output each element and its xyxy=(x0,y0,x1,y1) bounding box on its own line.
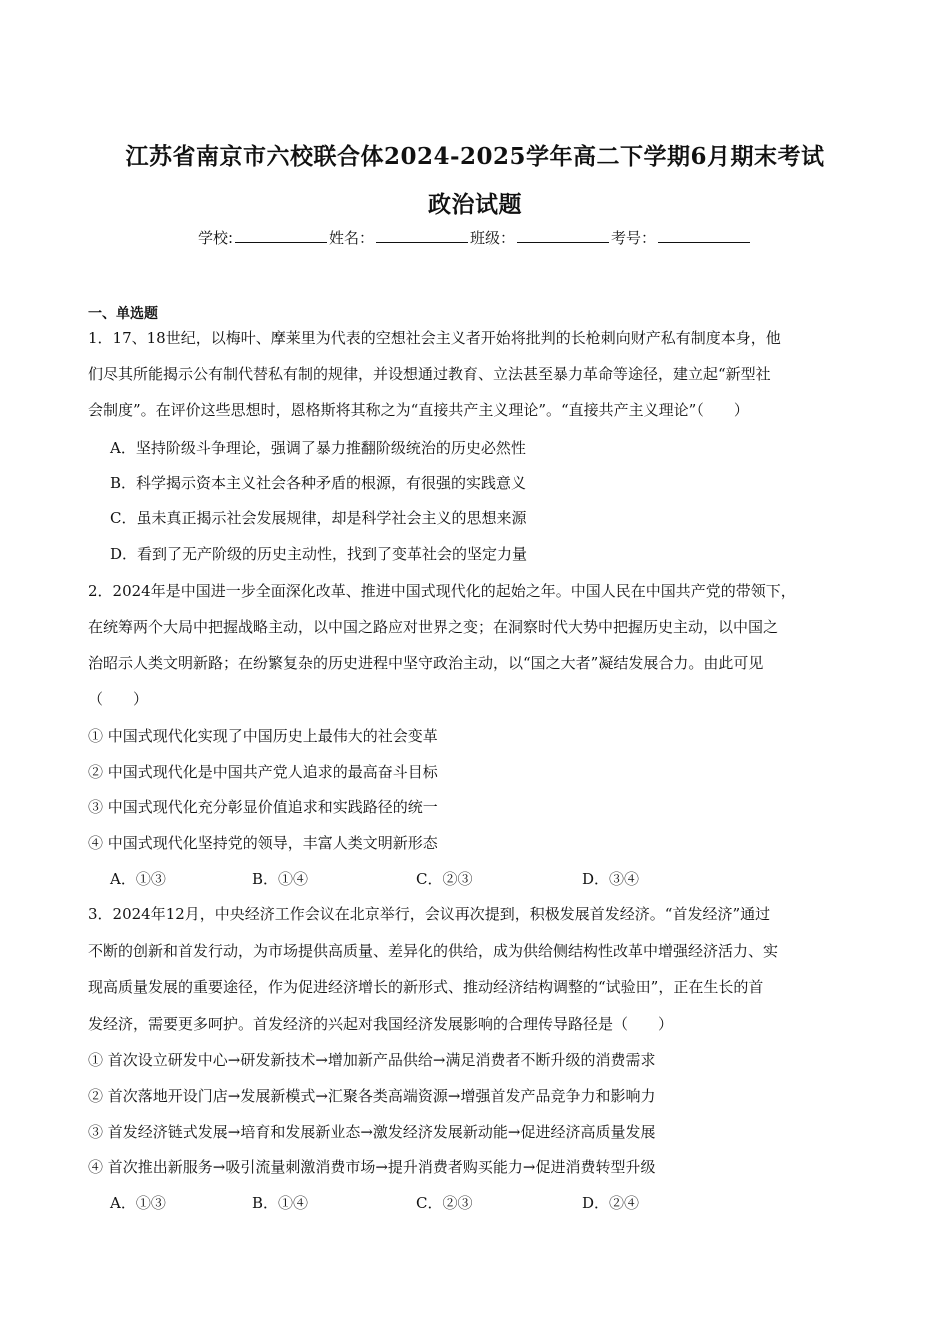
q1-stem-line: 1．17、18世纪，以梅叶、摩莱里为代表的空想社会主义者开始将批判的长枪刺向财产私有制度本身，他 xyxy=(88,329,781,347)
q2-option-b[interactable]: B．①④ xyxy=(252,870,309,888)
q1-option-a[interactable]: A．坚持阶级斗争理论，强调了暴力推翻阶级统治的历史必然性 xyxy=(110,439,526,457)
q3-option-c[interactable]: C．②③ xyxy=(416,1194,473,1212)
q3-statement-4: ④ 首次推出新服务→吸引流量刺激消费市场→提升消费者购买能力→促进消费转型升级 xyxy=(88,1158,656,1176)
class-label: 班级： xyxy=(470,229,516,247)
name-blank[interactable] xyxy=(376,228,468,243)
q3-statement-1: ① 首次设立研发中心→研发新技术→增加新产品供给→满足消费者不断升级的消费需求 xyxy=(88,1051,656,1069)
q1-stem-line: 们尽其所能揭示公有制代替私有制的规律，并设想通过教育、立法甚至暴力革命等途径，建立起“新型社 xyxy=(88,365,771,383)
q3-option-a[interactable]: A．①③ xyxy=(110,1194,166,1212)
q2-statement-4: ④ 中国式现代化坚持党的领导，丰富人类文明新形态 xyxy=(88,834,438,852)
q3-stem-line: 不断的创新和首发行动，为市场提供高质量、差异化的供给，成为供给侧结构性改革中增强经济活力、实 xyxy=(88,942,779,960)
exam-number-label: 考号： xyxy=(611,229,657,247)
q1-option-c[interactable]: C．虽未真正揭示社会发展规律，却是科学社会主义的思想来源 xyxy=(110,509,527,527)
q2-stem-line: 2．2024年是中国进一步全面深化改革、推进中国式现代化的起始之年。中国人民在中国共产党的带领下， xyxy=(88,582,796,600)
school-label: 学校: xyxy=(197,229,233,247)
q2-statement-1: ① 中国式现代化实现了中国历史上最伟大的社会变革 xyxy=(88,727,438,745)
q2-option-c[interactable]: C．②③ xyxy=(416,870,473,888)
student-info-row xyxy=(0,227,950,248)
q3-option-d[interactable]: D．②④ xyxy=(582,1194,640,1212)
q1-option-b[interactable]: B．科学揭示资本主义社会各种矛盾的根源，有很强的实践意义 xyxy=(110,474,527,492)
exam-title: 江苏省南京市六校联合体2024-2025学年高二下学期6月期末考试 xyxy=(125,143,825,170)
q2-statement-3: ③ 中国式现代化充分彰显价值追求和实践路径的统一 xyxy=(88,798,438,816)
name-label: 姓名： xyxy=(329,229,375,247)
exam-number-blank[interactable] xyxy=(658,228,750,243)
q2-stem-line: 在统筹两个大局中把握战略主动，以中国之路应对世界之变；在洞察时代大势中把握历史主动，以中国之 xyxy=(88,618,779,636)
exam-subject-title: 政治试题 xyxy=(428,191,522,218)
q2-stem-line: （ ） xyxy=(88,690,149,708)
q3-stem-line: 3．2024年12月，中央经济工作会议在北京举行，会议再次提到，积极发展首发经济。“首发经济”通过 xyxy=(88,905,771,923)
q3-statement-2: ② 首次落地开设门店→发展新模式→汇聚各类高端资源→增强首发产品竞争力和影响力 xyxy=(88,1087,656,1105)
section-title: 一、单选题 xyxy=(88,306,158,322)
q1-option-d[interactable]: D．看到了无产阶级的历史主动性，找到了变革社会的坚定力量 xyxy=(110,545,528,563)
q3-stem-line: 发经济，需要更多呵护。首发经济的兴起对我国经济发展影响的合理传导路径是（ ） xyxy=(88,1015,674,1033)
q3-statement-3: ③ 首发经济链式发展→培育和发展新业态→激发经济发展新动能→促进经济高质量发展 xyxy=(88,1123,656,1141)
q2-option-d[interactable]: D．③④ xyxy=(582,870,640,888)
q2-stem-line: 治昭示人类文明新路；在纷繁复杂的历史进程中坚守政治主动，以“国之大者”凝结发展合力。由此可见 xyxy=(88,654,764,672)
q3-option-b[interactable]: B．①④ xyxy=(252,1194,309,1212)
q2-statement-2: ② 中国式现代化是中国共产党人追求的最高奋斗目标 xyxy=(88,763,438,781)
class-blank[interactable] xyxy=(517,228,609,243)
q2-option-a[interactable]: A．①③ xyxy=(110,870,166,888)
school-blank[interactable] xyxy=(235,228,327,243)
q3-stem-line: 现高质量发展的重要途径，作为促进经济增长的新形式、推动经济结构调整的“试验田”，正在生长的首 xyxy=(88,978,764,996)
q1-stem-line: 会制度”。在评价这些思想时，恩格斯将其称之为“直接共产主义理论”。“直接共产主义理论”（ ） xyxy=(88,401,749,419)
